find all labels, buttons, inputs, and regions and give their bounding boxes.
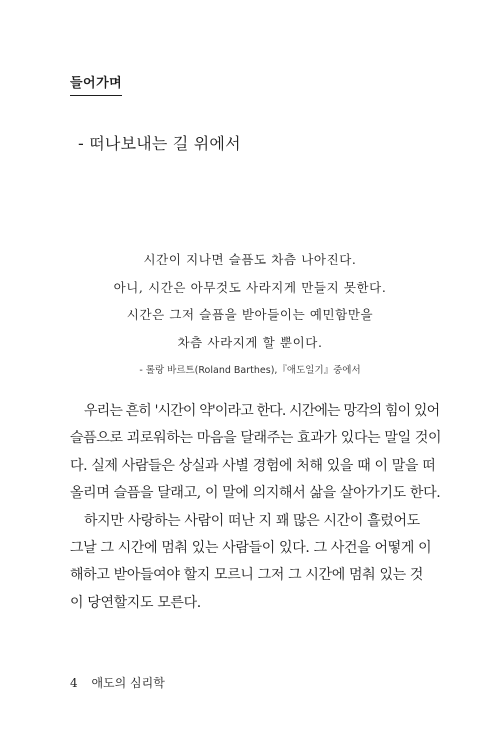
quote-line: 시간은 그저 슬픔을 받아들이는 예민함만을 bbox=[126, 307, 374, 322]
page-footer bbox=[70, 675, 165, 691]
body-line: 올리며 슬픔을 달래고, 이 말에 의지해서 삶을 살아가기도 한다. bbox=[70, 485, 441, 502]
body-line: 우리는 흔히 '시간이 약'이라고 한다. 시간에는 망각의 힘이 있어 bbox=[84, 403, 440, 419]
body-line: 슬픔으로 괴로워하는 마음을 달래주는 효과가 있다는 말일 것이 bbox=[70, 430, 442, 447]
quote-line: 아니, 시간은 아무것도 사라지게 만들지 못한다. bbox=[113, 279, 387, 295]
epigraph-quote bbox=[40, 246, 460, 379]
body-line: 해하고 받아들여야 할지 모르니 그저 그 시간에 멈춰 있는 것 bbox=[70, 567, 424, 584]
body-line: 이 당연할지도 모른다. bbox=[70, 594, 201, 611]
quote-line: 차츰 사라지게 할 뿐이다. bbox=[177, 334, 323, 350]
body-line: 하지만 사랑하는 사람이 떠난 지 꽤 많은 시간이 흘렀어도 bbox=[84, 512, 420, 529]
subtitle: - 떠나보내는 길 위에서 bbox=[78, 134, 241, 153]
quote-line: 시간이 지나면 슬픔도 차츰 나아진다. bbox=[143, 252, 357, 267]
body-line: 그날 그 시간에 멈춰 있는 사람들이 있다. 그 사건을 어떻게 이 bbox=[70, 539, 432, 556]
book-title: 애도의 심리학 bbox=[91, 676, 165, 690]
body-text bbox=[70, 398, 442, 617]
section-label: 들어가며 bbox=[70, 76, 122, 96]
page-number: 4 bbox=[70, 676, 78, 690]
body-line: 다. 실제 사람들은 상실과 사별 경험에 처해 있을 때 이 말을 떠 bbox=[70, 457, 436, 474]
quote-source: - 롤랑 바르트(Roland Barthes),『애도일기』중에서 bbox=[139, 365, 361, 376]
